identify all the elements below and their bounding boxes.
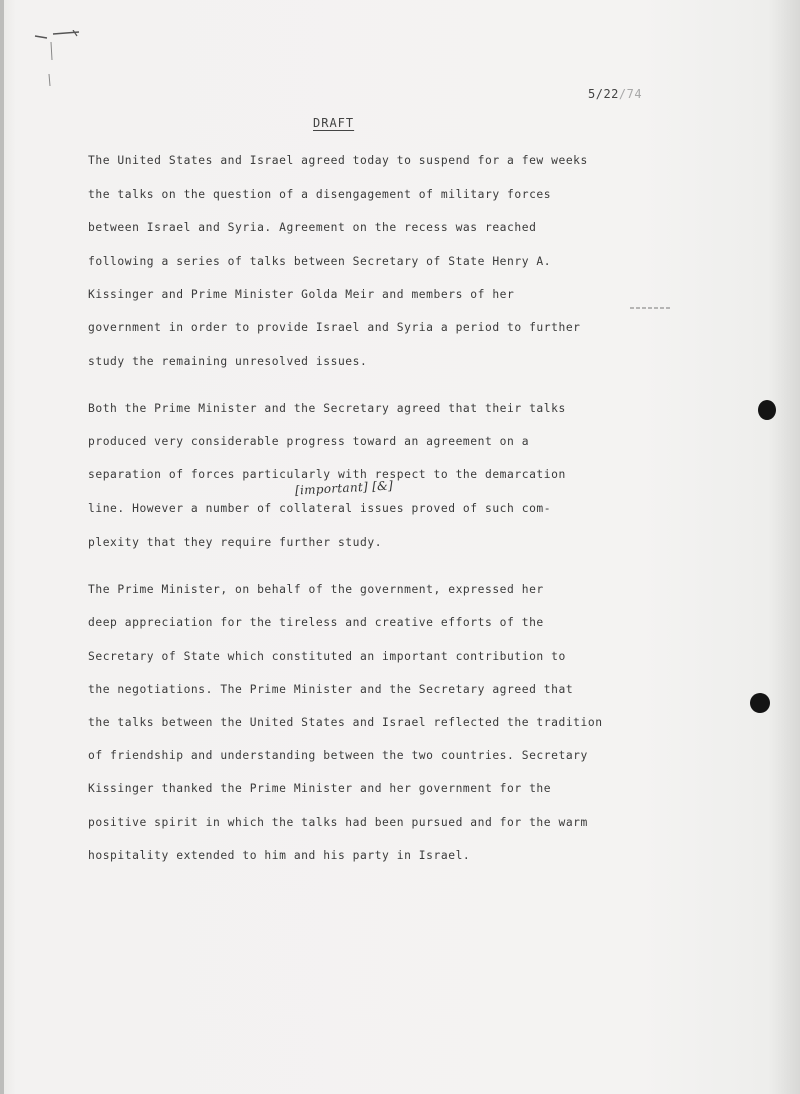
body-line: the talks between the United States and Israel reflected the tradition xyxy=(88,716,603,729)
date-main: 5/22 xyxy=(588,87,619,101)
body-line: deep appreciation for the tireless and creative efforts of the xyxy=(88,616,544,629)
page-edge-shadow xyxy=(0,0,4,1094)
body-line: government in order to provide Israel and Syria a period to further xyxy=(88,321,581,334)
body-line: of friendship and understanding between the two countries. Secretary xyxy=(88,749,588,762)
draft-title: DRAFT xyxy=(313,116,355,130)
body-line: positive spirit in which the talks had been pursued and for the warm xyxy=(88,816,588,829)
punch-hole xyxy=(758,400,776,420)
body-line: Kissinger thanked the Prime Minister and her government for the xyxy=(88,782,552,795)
body-line: between Israel and Syria. Agreement on the recess was reached xyxy=(88,221,537,234)
body-line: the negotiations. The Prime Minister and the Secretary agreed that xyxy=(88,683,574,696)
body-line: The Prime Minister, on behalf of the government, expressed her xyxy=(88,583,544,596)
body-line: Secretary of State which constituted an important contribution to xyxy=(88,650,566,663)
body-line: study the remaining unresolved issues. xyxy=(88,355,368,368)
body-line: line. However a number of collateral issues proved of such com- xyxy=(88,502,552,515)
date-stamp xyxy=(588,87,642,101)
handwritten-insertion: [important] [&] xyxy=(294,478,394,498)
body-line: Both the Prime Minister and the Secretary agreed that their talks xyxy=(88,402,566,415)
body-line: separation of forces particularly with respect to the demarcation xyxy=(88,468,566,481)
margin-mark xyxy=(630,306,670,310)
body-line: hospitality extended to him and his party in Israel. xyxy=(88,849,471,862)
punch-hole xyxy=(750,693,770,713)
body-line: The United States and Israel agreed today to suspend for a few weeks xyxy=(88,154,588,167)
body-line: the talks on the question of a disengagement of military forces xyxy=(88,188,552,201)
body-line: following a series of talks between Secretary of State Henry A. xyxy=(88,255,552,268)
corner-staple-mark xyxy=(33,30,81,90)
date-year: /74 xyxy=(618,87,643,101)
body-line: plexity that they require further study. xyxy=(88,536,383,549)
body-line: Kissinger and Prime Minister Golda Meir and members of her xyxy=(88,288,515,301)
body-line: produced very considerable progress toward an agreement on a xyxy=(88,435,530,448)
